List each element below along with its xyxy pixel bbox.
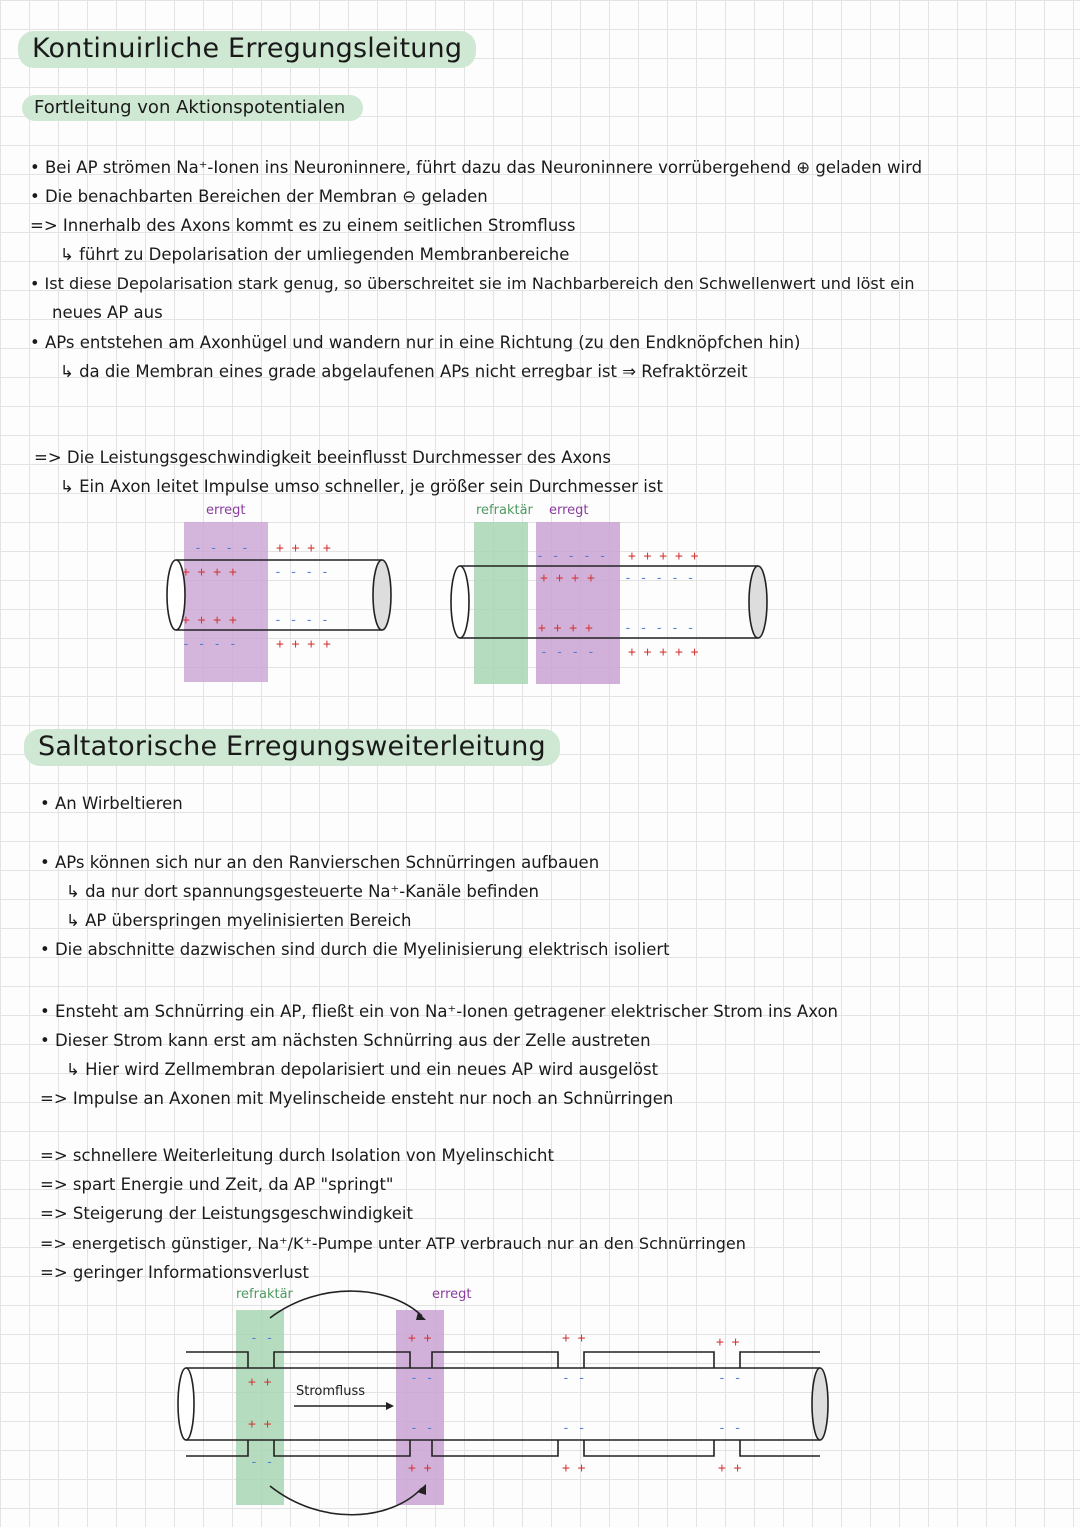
s2-line-9: => Impulse an Axonen mit Myelinscheide ensteht nur noch an Schnürringen <box>40 1089 674 1108</box>
svg-text:- -: - - <box>562 1421 586 1436</box>
s2-line-5: • Die abschnitte dazwischen sind durch die Myelinisierung elektrisch isoliert <box>40 940 670 959</box>
svg-text:+ +: + + <box>248 1417 272 1432</box>
s1-line-1: • Bei AP strömen Na⁺-Ionen ins Neuroninnere, führt dazu das Neuroninnere vorrübergehend ⊕ geladen wird <box>30 158 923 177</box>
saltatory-conduction-diagram <box>170 1290 840 1520</box>
s1-line-7: • APs entstehen am Axonhügel und wandern nur in eine Richtung (zu den Endknöpfchen hin) <box>30 333 801 352</box>
svg-text:+ +: + + <box>408 1461 432 1476</box>
section1-subtitle: Fortleitung von Aktionspotentialen <box>22 95 363 121</box>
s1-line-5: • Ist diese Depolarisation stark genug, so überschreitet sie im Nachbarbereich den Schwellenwert und löst ein <box>30 274 915 293</box>
s2-line-12: => Steigerung der Leistungsgeschwindigkeit <box>40 1204 413 1223</box>
s1-line-2: • Die benachbarten Bereichen der Membran ⊖ geladen <box>30 187 488 206</box>
svg-text:+ +: + + <box>562 1331 586 1346</box>
axon-back-end <box>749 566 767 638</box>
svg-text:- - - -: - - - - <box>274 565 329 580</box>
svg-text:- -: - - <box>718 1421 742 1436</box>
refractory-zone <box>474 522 528 684</box>
continuous-conduction-diagram-2 <box>448 520 778 690</box>
s2-line-4: ↳ AP überspringen myelinisierten Bereich <box>66 911 412 930</box>
axon-front-end <box>178 1368 194 1440</box>
svg-text:+ +: + + <box>562 1461 586 1476</box>
s2-line-6: • Ensteht am Schnürring ein AP, fließt ein von Na⁺-Ionen getragener elektrischer Strom ins Axon <box>40 1002 839 1021</box>
svg-text:- - - -: - - - - <box>540 645 595 660</box>
svg-text:- -: - - <box>410 1421 434 1436</box>
diagram3-excited-label: erregt <box>432 1287 472 1302</box>
svg-text:- -: - - <box>250 1455 274 1470</box>
s2-line-8: ↳ Hier wird Zellmembran depolarisiert und ein neues AP wird ausgelöst <box>66 1060 659 1079</box>
s1-line-3: => Innerhalb des Axons kommt es zu einem seitlichen Stromfluss <box>30 216 576 235</box>
s2-line-7: • Dieser Strom kann erst am nächsten Schnürring aus der Zelle austreten <box>40 1031 651 1050</box>
axon-back-end <box>373 560 391 630</box>
diagram3-refractory-label: refraktär <box>236 1287 293 1302</box>
s2-line-11: => spart Energie und Zeit, da AP "springt" <box>40 1175 394 1194</box>
svg-text:+ +: + + <box>716 1335 740 1350</box>
s1-line-4: ↳ führt zu Depolarisation der umliegenden Membranbereiche <box>60 245 570 264</box>
svg-text:- -: - - <box>410 1371 434 1386</box>
svg-text:- -: - - <box>250 1331 274 1346</box>
svg-text:- -: - - <box>718 1371 742 1386</box>
s2-line-14: => geringer Informationsverlust <box>40 1263 309 1282</box>
svg-text:+ +: + + <box>408 1331 432 1346</box>
s2-line-10: => schnellere Weiterleitung durch Isolation von Myelinschicht <box>40 1146 554 1165</box>
s2-line-3: ↳ da nur dort spannungsgesteuerte Na⁺-Kanäle befinden <box>66 882 539 901</box>
svg-text:+ + + + +: + + + + + <box>628 645 699 660</box>
s2-line-2: • APs können sich nur an den Ranvierschen Schnürringen aufbauen <box>40 853 600 872</box>
continuous-conduction-diagram-1 <box>160 520 400 690</box>
svg-text:+ +: + + <box>718 1461 742 1476</box>
s1-line-6: neues AP aus <box>52 303 163 322</box>
svg-text:- - - - -: - - - - - <box>624 621 695 636</box>
svg-text:+ + + +: + + + + <box>276 637 331 652</box>
svg-text:+ + + +: + + + + <box>182 613 237 628</box>
axon-front-end <box>451 566 469 638</box>
svg-text:- - - -: - - - - <box>194 541 249 556</box>
s1-line-9: => Die Leistungsgeschwindigkeit beeinflusst Durchmesser des Axons <box>34 448 611 467</box>
svg-text:- -: - - <box>562 1371 586 1386</box>
svg-text:+ +: + + <box>248 1375 272 1390</box>
svg-text:+ + + +: + + + + <box>182 565 237 580</box>
svg-text:- - - -: - - - - <box>274 613 329 628</box>
svg-text:- - - - -: - - - - - <box>536 549 607 564</box>
svg-text:+ + + +: + + + + <box>540 571 595 586</box>
svg-text:+ + + +: + + + + <box>276 541 331 556</box>
diagram2-excited-label: erregt <box>549 503 589 518</box>
s1-line-8: ↳ da die Membran eines grade abgelaufenen APs nicht erregbar ist ⇒ Refraktörzeit <box>60 362 748 381</box>
diagram3-current-label: Stromfluss <box>296 1384 365 1399</box>
svg-text:+ + + + +: + + + + + <box>628 549 699 564</box>
diagram1-excited-label: erregt <box>206 503 246 518</box>
svg-text:- - - - -: - - - - - <box>624 571 695 586</box>
svg-text:+ + + +: + + + + <box>538 621 593 636</box>
diagram2-refractory-label: refraktär <box>476 503 533 518</box>
s2-line-13: => energetisch günstiger, Na⁺/K⁺-Pumpe unter ATP verbrauch nur an den Schnürringen <box>40 1234 746 1253</box>
s1-line-10: ↳ Ein Axon leitet Impulse umso schneller, je größer sein Durchmesser ist <box>60 477 663 496</box>
axon-back-end <box>812 1368 828 1440</box>
section2-title: Saltatorische Erregungsweiterleitung <box>24 729 560 766</box>
section1-title: Kontinuirliche Erregungsleitung <box>18 31 476 68</box>
s2-line-1: • An Wirbeltieren <box>40 794 183 813</box>
svg-text:- - - -: - - - - <box>182 637 237 652</box>
